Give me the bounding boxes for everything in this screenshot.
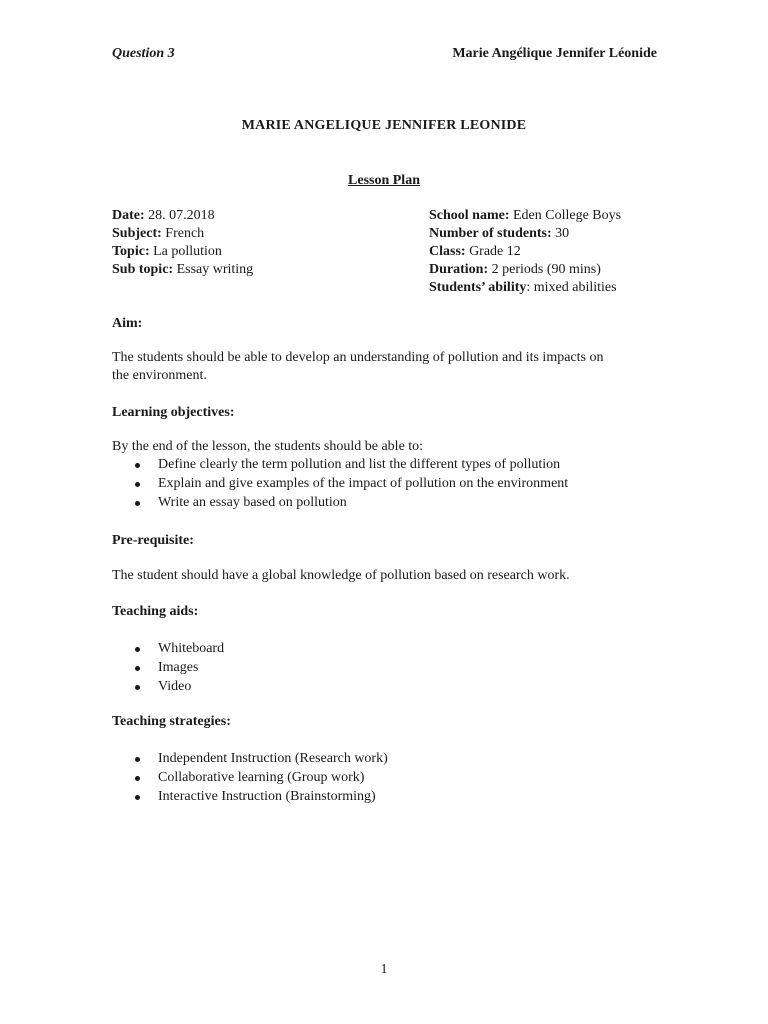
- duration-label: Duration:: [429, 262, 489, 277]
- duration-value: 2 periods (90 mins): [491, 262, 601, 277]
- info-topic: [112, 243, 429, 261]
- students-label: Number of students:: [429, 226, 552, 241]
- strategy-text: Independent Instruction (Research work): [158, 751, 388, 766]
- objectives-section: [112, 404, 657, 513]
- ability-label: Students’ ability: [429, 280, 527, 295]
- bullet-icon: [135, 685, 140, 690]
- bullet-icon: [135, 666, 140, 671]
- info-row: [112, 279, 672, 297]
- date-value: 28. 07.2018: [148, 208, 215, 223]
- info-row: [112, 243, 672, 261]
- document-title: Lesson Plan: [348, 173, 420, 188]
- info-date: [112, 207, 429, 225]
- info-row: [112, 225, 672, 243]
- objectives-heading: Learning objectives:: [112, 405, 235, 420]
- strategies-list: [112, 750, 657, 807]
- subject-label: Subject:: [112, 226, 162, 241]
- objectives-intro: By the end of the lesson, the students should be able to:: [112, 439, 424, 454]
- info-row: [112, 261, 672, 279]
- list-item: [112, 678, 657, 697]
- info-subtopic: [112, 261, 429, 279]
- class-label: Class:: [429, 244, 466, 259]
- author-title: MARIE ANGELIQUE JENNIFER LEONIDE: [241, 118, 527, 133]
- page-header: [112, 46, 657, 62]
- bullet-icon: [135, 463, 140, 468]
- list-item: [112, 750, 657, 769]
- info-school: [429, 207, 672, 225]
- info-students: [429, 225, 672, 243]
- header-question: Question 3: [112, 46, 175, 61]
- bullet-icon: [135, 795, 140, 800]
- subtopic-value: Essay writing: [176, 262, 254, 277]
- info-duration: [429, 261, 672, 279]
- aim-line-2: the environment.: [112, 368, 207, 383]
- objective-text: Define clearly the term pollution and list the different types of pollution: [158, 457, 561, 472]
- info-class: [429, 243, 672, 261]
- objective-text: Explain and give examples of the impact of pollution on the environment: [158, 476, 569, 491]
- subject-value: French: [165, 226, 205, 241]
- bullet-icon: [135, 501, 140, 506]
- aid-text: Whiteboard: [158, 641, 225, 656]
- topic-value: La pollution: [153, 244, 222, 259]
- aids-list: [112, 640, 657, 697]
- school-label: School name:: [429, 208, 510, 223]
- info-row: [112, 207, 672, 225]
- prerequisite-heading: Pre-requisite:: [112, 533, 194, 548]
- aids-heading: Teaching aids:: [112, 604, 199, 619]
- class-value: Grade 12: [469, 244, 521, 259]
- list-item: [112, 788, 657, 807]
- prerequisite-text: The student should have a global knowledge of pollution based on research work.: [112, 568, 570, 583]
- aids-section: [112, 603, 657, 697]
- objectives-list: [112, 456, 657, 513]
- strategies-heading: Teaching strategies:: [112, 714, 231, 729]
- list-item: [112, 456, 657, 475]
- aid-text: Video: [158, 679, 192, 694]
- list-item: [112, 769, 657, 788]
- list-item: [112, 475, 657, 494]
- info-ability: [429, 279, 672, 297]
- bullet-icon: [135, 482, 140, 487]
- subtopic-label: Sub topic:: [112, 262, 174, 277]
- list-item: [112, 659, 657, 678]
- info-subject: [112, 225, 429, 243]
- topic-label: Topic:: [112, 244, 150, 259]
- aim-heading: Aim:: [112, 316, 143, 331]
- aid-text: Images: [158, 660, 199, 675]
- strategy-text: Interactive Instruction (Brainstorming): [158, 789, 376, 804]
- list-item: [112, 494, 657, 513]
- strategies-section: [112, 713, 657, 807]
- date-label: Date:: [112, 208, 145, 223]
- prerequisite-section: [112, 532, 657, 585]
- objective-text: Write an essay based on pollution: [158, 495, 347, 510]
- aim-section: [112, 315, 657, 385]
- strategy-text: Collaborative learning (Group work): [158, 770, 365, 785]
- ability-value: : mixed abilities: [526, 280, 617, 295]
- bullet-icon: [135, 776, 140, 781]
- info-empty: [112, 279, 429, 297]
- students-value: 30: [555, 226, 570, 241]
- lesson-info: [112, 207, 672, 297]
- bullet-icon: [135, 757, 140, 762]
- header-author: Marie Angélique Jennifer Léonide: [452, 46, 657, 61]
- aim-line-1: The students should be able to develop an understanding of pollution and its impacts on: [112, 350, 604, 365]
- page-number: 1: [380, 962, 388, 977]
- bullet-icon: [135, 647, 140, 652]
- school-value: Eden College Boys: [513, 208, 622, 223]
- list-item: [112, 640, 657, 659]
